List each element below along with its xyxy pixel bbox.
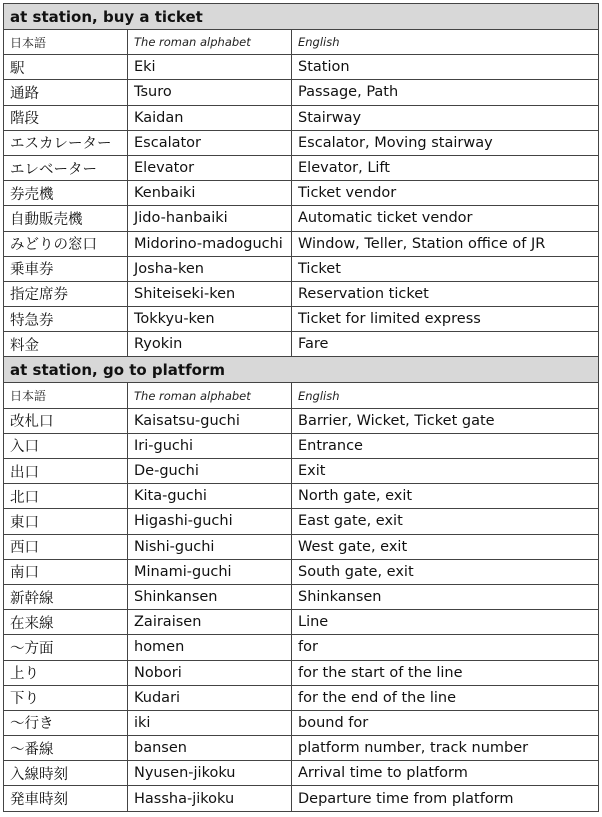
table-row (4, 80, 599, 105)
english-cell: for (292, 635, 599, 660)
japanese-cell: 上り (4, 661, 128, 686)
japanese-cell: 指定席券 (4, 282, 128, 307)
roman-cell: Kaisatsu-guchi (128, 409, 292, 434)
english-cell: Shinkansen (292, 585, 599, 610)
roman-cell: Jido-hanbaiki (128, 206, 292, 231)
english-cell: Elevator, Lift (292, 156, 599, 181)
english-cell: Ticket vendor (292, 181, 599, 206)
table-row (4, 686, 599, 711)
english-cell: Line (292, 610, 599, 635)
english-cell: Stairway (292, 106, 599, 131)
roman-cell: Nobori (128, 661, 292, 686)
english-cell: for the end of the line (292, 686, 599, 711)
column-header-roman: The roman alphabet (128, 30, 292, 55)
table-row (4, 484, 599, 509)
roman-cell: bansen (128, 736, 292, 761)
roman-cell: Nyusen-jikoku (128, 761, 292, 786)
japanese-cell: 出口 (4, 459, 128, 484)
english-cell: Automatic ticket vendor (292, 206, 599, 231)
roman-cell: homen (128, 635, 292, 660)
japanese-cell: 通路 (4, 80, 128, 105)
table-row (4, 55, 599, 80)
english-cell: Fare (292, 332, 599, 357)
roman-cell: Tsuro (128, 80, 292, 105)
table-row (4, 106, 599, 131)
table-row (4, 232, 599, 257)
japanese-cell: エスカレーター (4, 131, 128, 156)
roman-cell: Tokkyu-ken (128, 307, 292, 332)
table-row (4, 181, 599, 206)
english-cell: East gate, exit (292, 509, 599, 534)
english-cell: West gate, exit (292, 535, 599, 560)
japanese-cell: 乗車券 (4, 257, 128, 282)
roman-cell: Hassha-jikoku (128, 786, 292, 811)
column-header-roman: The roman alphabet (128, 383, 292, 408)
japanese-cell: 自動販売機 (4, 206, 128, 231)
english-cell: Reservation ticket (292, 282, 599, 307)
japanese-cell: 駅 (4, 55, 128, 80)
english-cell: South gate, exit (292, 560, 599, 585)
vocabulary-table (3, 3, 599, 812)
table-row (4, 257, 599, 282)
japanese-cell: 下り (4, 686, 128, 711)
table-row (4, 635, 599, 660)
japanese-cell: 〜方面 (4, 635, 128, 660)
column-header-row (4, 30, 599, 55)
english-cell: Passage, Path (292, 80, 599, 105)
japanese-cell: 北口 (4, 484, 128, 509)
japanese-cell: 入口 (4, 434, 128, 459)
table-row (4, 711, 599, 736)
table-row (4, 282, 599, 307)
japanese-cell: 入線時刻 (4, 761, 128, 786)
table-row (4, 206, 599, 231)
column-header-japanese: 日本語 (4, 383, 128, 408)
roman-cell: Iri-guchi (128, 434, 292, 459)
english-cell: Ticket for limited express (292, 307, 599, 332)
roman-cell: Zairaisen (128, 610, 292, 635)
english-cell: North gate, exit (292, 484, 599, 509)
roman-cell: De-guchi (128, 459, 292, 484)
table-row (4, 610, 599, 635)
english-cell: platform number, track number (292, 736, 599, 761)
roman-cell: Nishi-guchi (128, 535, 292, 560)
japanese-cell: 特急券 (4, 307, 128, 332)
table-row (4, 585, 599, 610)
japanese-cell: 発車時刻 (4, 786, 128, 811)
roman-cell: Escalator (128, 131, 292, 156)
english-cell: Arrival time to platform (292, 761, 599, 786)
table-row (4, 332, 599, 357)
english-cell: Exit (292, 459, 599, 484)
table-row (4, 509, 599, 534)
english-cell: Departure time from platform (292, 786, 599, 811)
section-title: at station, buy a ticket (4, 4, 599, 30)
roman-cell: Minami-guchi (128, 560, 292, 585)
japanese-cell: 新幹線 (4, 585, 128, 610)
english-cell: Station (292, 55, 599, 80)
table-row (4, 409, 599, 434)
table-row (4, 786, 599, 811)
table-row (4, 560, 599, 585)
table-row (4, 131, 599, 156)
roman-cell: Ryokin (128, 332, 292, 357)
english-cell: Escalator, Moving stairway (292, 131, 599, 156)
column-header-english: English (292, 30, 599, 55)
section-title: at station, go to platform (4, 357, 599, 383)
table-row (4, 156, 599, 181)
roman-cell: Kenbaiki (128, 181, 292, 206)
column-header-japanese: 日本語 (4, 30, 128, 55)
english-cell: Ticket (292, 257, 599, 282)
roman-cell: Kaidan (128, 106, 292, 131)
japanese-cell: 券売機 (4, 181, 128, 206)
english-cell: bound for (292, 711, 599, 736)
japanese-cell: 〜行き (4, 711, 128, 736)
japanese-cell: 東口 (4, 509, 128, 534)
japanese-cell: 南口 (4, 560, 128, 585)
japanese-cell: 在来線 (4, 610, 128, 635)
table-row (4, 661, 599, 686)
roman-cell: Elevator (128, 156, 292, 181)
roman-cell: iki (128, 711, 292, 736)
english-cell: for the start of the line (292, 661, 599, 686)
roman-cell: Shiteiseki-ken (128, 282, 292, 307)
table-row (4, 761, 599, 786)
roman-cell: Higashi-guchi (128, 509, 292, 534)
japanese-cell: 料金 (4, 332, 128, 357)
english-cell: Window, Teller, Station office of JR (292, 232, 599, 257)
roman-cell: Eki (128, 55, 292, 80)
roman-cell: Kudari (128, 686, 292, 711)
japanese-cell: 〜番線 (4, 736, 128, 761)
roman-cell: Midorino-madoguchi (128, 232, 292, 257)
roman-cell: Shinkansen (128, 585, 292, 610)
table-row (4, 535, 599, 560)
roman-cell: Josha-ken (128, 257, 292, 282)
japanese-cell: 西口 (4, 535, 128, 560)
japanese-cell: エレベーター (4, 156, 128, 181)
column-header-english: English (292, 383, 599, 408)
column-header-row (4, 383, 599, 408)
table-row (4, 307, 599, 332)
table-row (4, 434, 599, 459)
table-row (4, 459, 599, 484)
roman-cell: Kita-guchi (128, 484, 292, 509)
english-cell: Entrance (292, 434, 599, 459)
english-cell: Barrier, Wicket, Ticket gate (292, 409, 599, 434)
japanese-cell: 階段 (4, 106, 128, 131)
japanese-cell: みどりの窓口 (4, 232, 128, 257)
table-row (4, 736, 599, 761)
japanese-cell: 改札口 (4, 409, 128, 434)
